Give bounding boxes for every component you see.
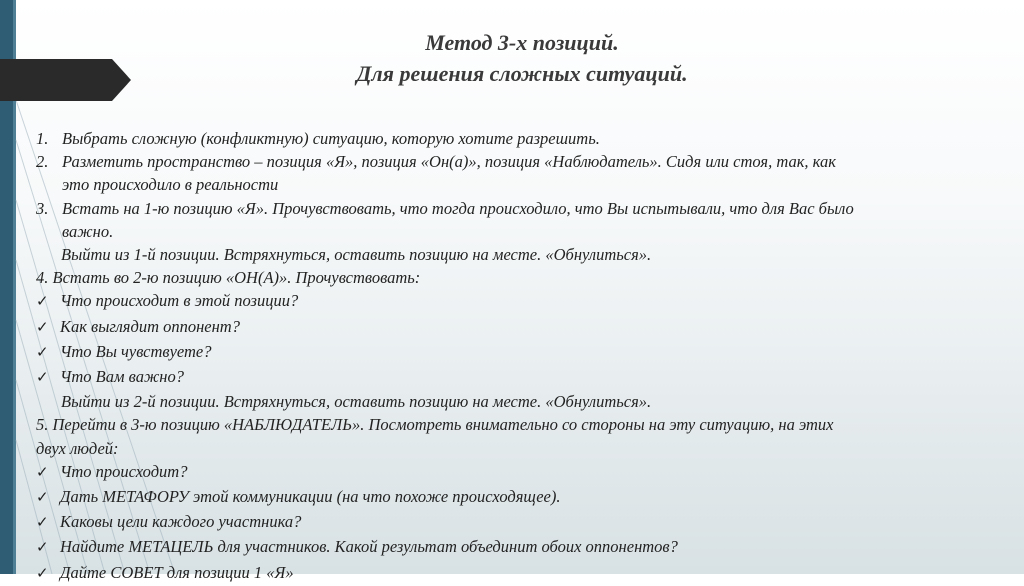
list-item-note: Выйти из 2-й позиции. Встряхнуться, оставить позицию на месте. «Обнулиться». [61, 392, 652, 412]
list-item: 5. Перейти в 3-ю позицию «НАБЛЮДАТЕЛЬ». Посмотреть внимательно со стороны на эту ситуацию, на этих [36, 415, 834, 435]
checkmark-icon: ✓ [36, 370, 49, 387]
checkmark-icon: ✓ [36, 294, 49, 311]
checkmark-icon: ✓ [36, 344, 49, 361]
checkmark-icon: ✓ [36, 464, 49, 481]
checkmark-icon: ✓ [36, 319, 49, 336]
checklist-item: ✓ Как выглядит оппонент? [36, 315, 1006, 340]
checklist-item: ✓ Что происходит? [36, 460, 1006, 485]
checklist-item: ✓ Что Вы чувствуете? [36, 340, 1006, 365]
checkmark-icon: ✓ [36, 515, 49, 532]
list-item-continuation: это происходило в реальности [62, 175, 279, 195]
checklist-item: ✓ Что Вам важно? [36, 365, 1006, 390]
checklist-item: ✓ Найдите МЕТАЦЕЛЬ для участников. Какой результат объединит обоих оппонентов? [36, 535, 1006, 560]
checkmark-icon: ✓ [36, 540, 49, 557]
method-steps [36, 127, 1006, 586]
list-item-continuation: двух людей: [36, 438, 119, 458]
list-item: 2. Разметить пространство – позиция «Я», позиция «Он(а)», позиция «Наблюдатель». Сидя или стоя, так, как [36, 152, 836, 172]
checkmark-icon: ✓ [36, 565, 49, 582]
checklist-item: ✓ Каковы цели каждого участника? [36, 510, 1006, 535]
slide-title [0, 27, 1024, 89]
list-item: 4. Встать во 2-ю позицию «ОН(А)». Прочувствовать: [36, 268, 421, 288]
title-line-2: Для решения сложных ситуаций. [356, 61, 688, 86]
title-line-1: Метод 3-х позиций. [425, 30, 619, 55]
checklist-item: ✓ Что происходит в этой позиции? [36, 289, 1006, 314]
checklist-item: ✓ Дать МЕТАФОРУ этой коммуникации (на что похоже происходящее). [36, 485, 1006, 510]
list-item: 1. Выбрать сложную (конфликтную) ситуацию, которую хотите разрешить. [36, 129, 600, 148]
list-item-note: Выйти из 1-й позиции. Встряхнуться, оставить позицию на месте. «Обнулиться». [61, 245, 652, 265]
list-item: 3. Встать на 1-ю позицию «Я». Прочувствовать, что тогда происходило, что Вы испытывали, что для Вас было [36, 198, 854, 218]
checkmark-icon: ✓ [36, 490, 49, 507]
checklist-item: ✓ Дайте СОВЕТ для позиции 1 «Я» [36, 561, 1006, 586]
list-item-continuation: важно. [62, 221, 114, 241]
